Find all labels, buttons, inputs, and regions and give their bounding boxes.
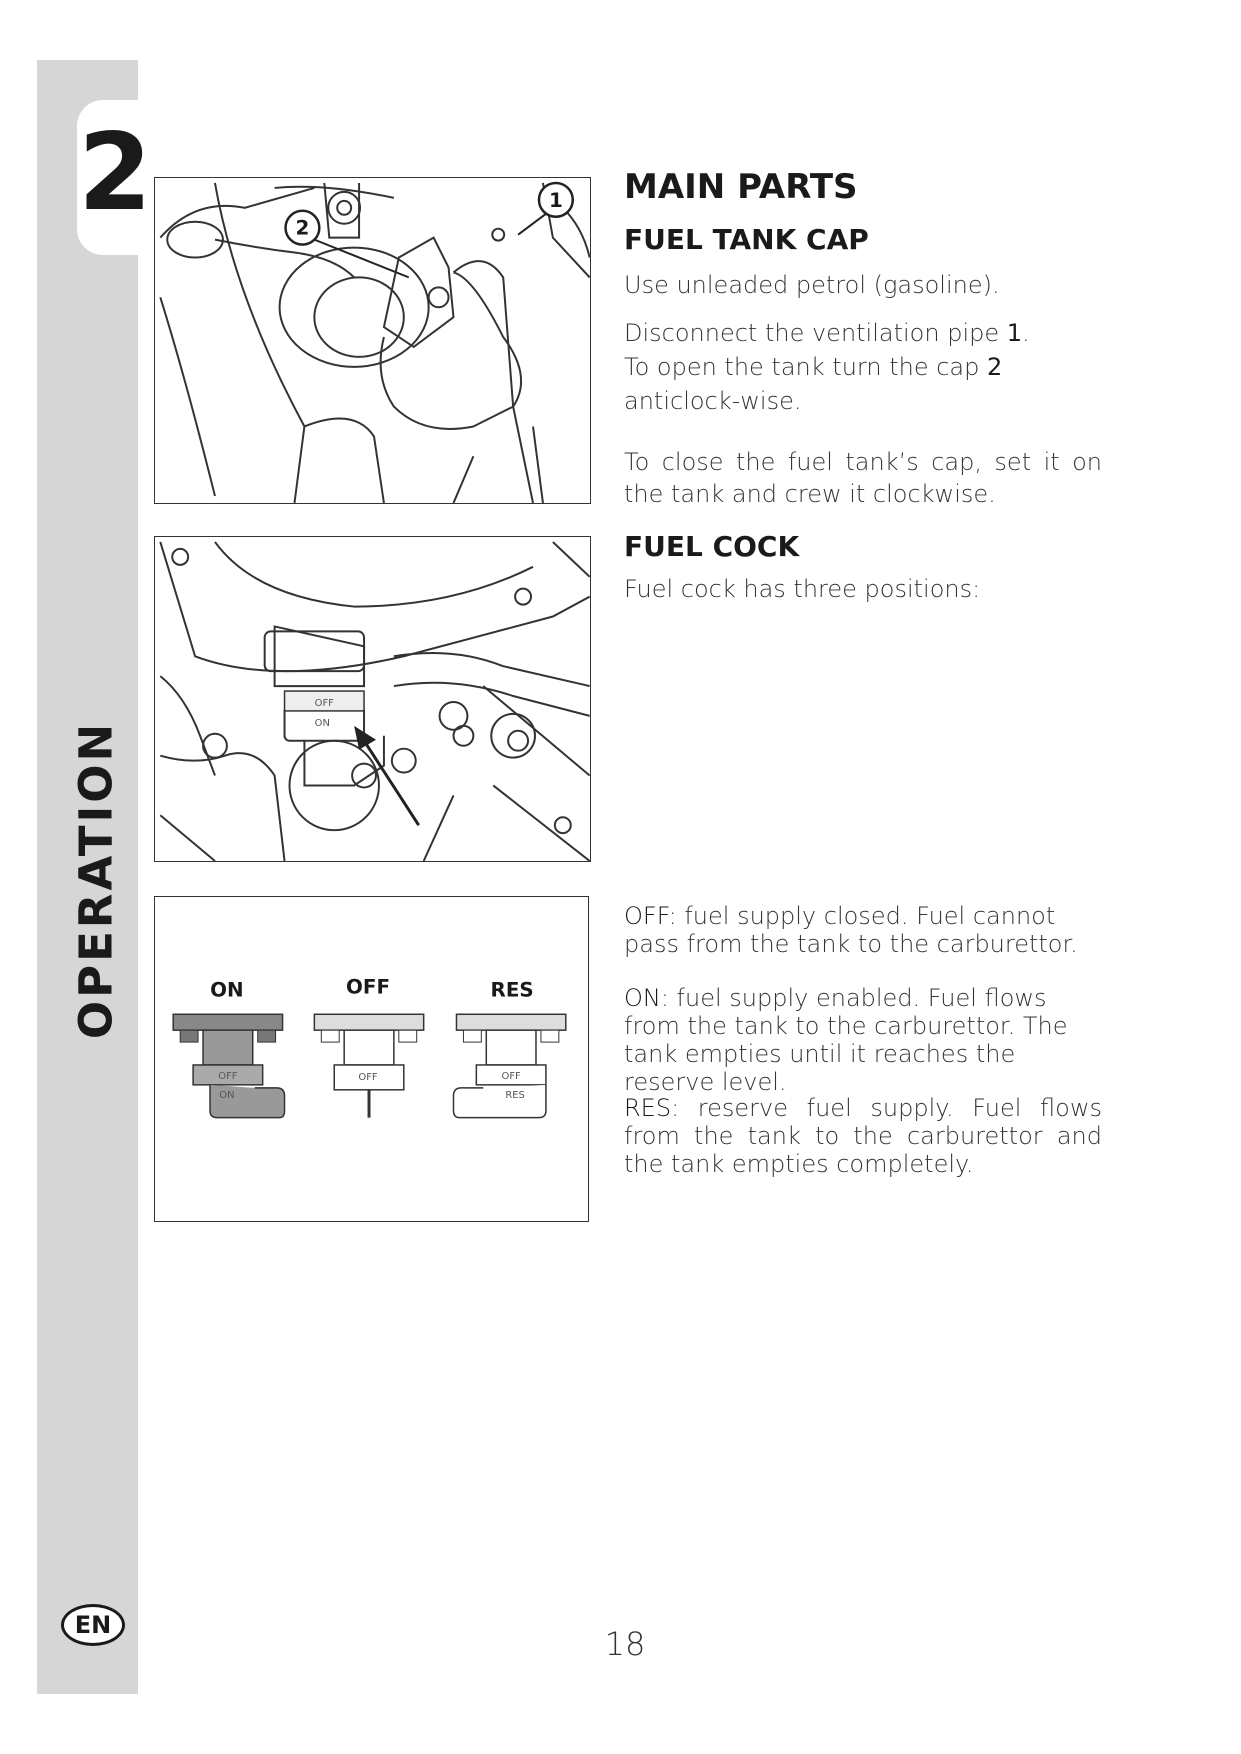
valve-off-off-text: OFF [358,1071,378,1083]
fuel-cock-on-desc: ON: fuel supply enabled. Fuel flows from the tank to the carburettor. The tank empties until it reaches the reserve level. [624,984,1068,1096]
valve-res-off-text: OFF [501,1070,521,1082]
callout-ref-2: 2 [986,353,1003,381]
valve-on-drawing [173,1014,284,1117]
position-off-label: OFF [346,975,391,999]
section-label: OPERATION [69,720,123,1040]
fuel-cock-positions-drawing [155,897,588,1221]
fig2-off-label: OFF [314,697,334,709]
valve-res-drawing [453,1014,565,1117]
valve-on-off-text: OFF [218,1070,238,1082]
position-res-label: RES [490,978,534,1002]
fuel-cock-location-drawing [155,537,590,861]
fuel-tank-cap-p2: Disconnect the ventilation pipe 1. To open the tank turn the cap 2 anticlock-wise. [624,319,1030,415]
fuel-cock-p1: Fuel cock has three positions: [624,575,981,603]
chapter-number: 2 [78,111,148,234]
fuel-tank-cap-p1: Use unleaded petrol (gasoline). [624,271,1000,299]
fig2-on-label: ON [314,717,330,729]
figure-fuel-cock-location [154,536,591,862]
page-number: 18 [604,1625,646,1663]
valve-on-on-text: ON [219,1089,235,1101]
off-term: OFF [624,902,669,930]
fuel-tank-cap-p3: To close the fuel tank’s cap, set it on the tank and crew it clockwise. [624,448,1102,508]
fuel-cock-heading: FUEL COCK [624,530,800,563]
fuel-tank-cap-drawing [155,178,590,503]
position-on-label: ON [210,978,244,1002]
language-badge: EN [61,1604,125,1646]
fuel-cock-off-desc: OFF: fuel supply closed. Fuel cannot pass from the tank to the carburettor. [624,902,1078,958]
figure-fuel-tank-cap [154,177,591,504]
fuel-tank-cap-heading: FUEL TANK CAP [624,223,869,256]
callout-2-label: 2 [295,216,310,240]
callout-1-label: 1 [548,188,563,212]
callout-ref-1: 1 [1006,319,1023,347]
figure-fuel-cock-positions [154,896,589,1222]
on-term: ON [624,984,661,1012]
fuel-cock-res-desc: RES: reserve fuel supply. Fuel flows from the tank to the carburettor and the tank empties completely. [624,1094,1102,1178]
main-title: MAIN PARTS [624,167,858,207]
valve-res-res-text: RES [505,1089,525,1101]
valve-off-drawing [314,1014,423,1117]
res-term: RES [624,1094,672,1122]
